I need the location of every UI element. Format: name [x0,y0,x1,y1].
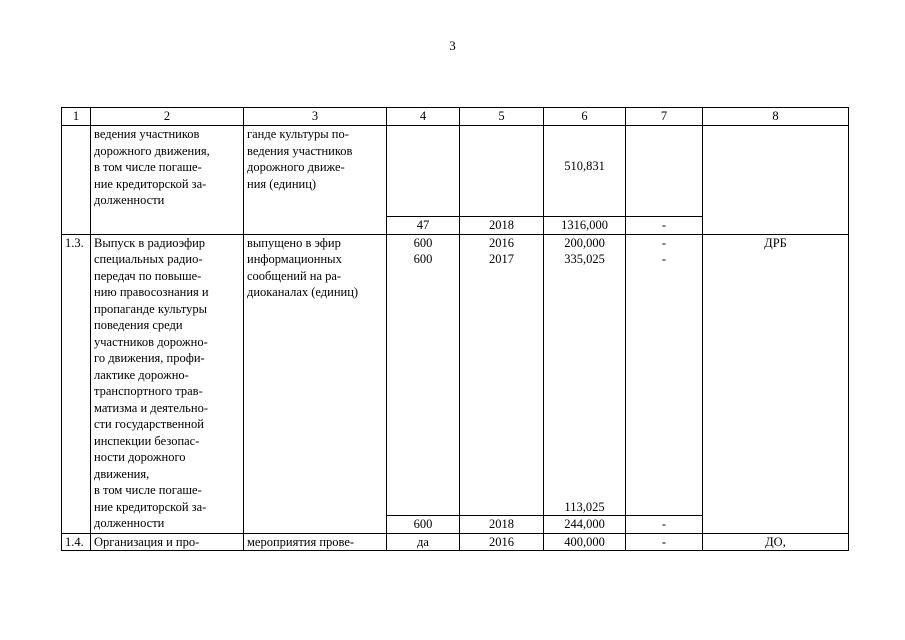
text-line: транспортного трав- [94,384,203,398]
text-line: долженности [94,193,165,207]
value-cell: 47 [387,217,460,235]
activity-cell: Организация и про- [91,533,244,551]
text-line: дорожного движения, [94,143,210,158]
amount-2017: 335,025 [564,252,605,266]
value-2017: 600 [413,252,433,266]
extra-cell: - [626,533,703,551]
value-cell: да [387,533,460,551]
amount-cell: 1316,000 [544,217,626,235]
program-table [61,107,849,551]
text-line: передач по повыше- [94,268,202,283]
amount-cell: 244,000 [544,516,626,534]
text-line: движения, [94,466,150,481]
year-cell [460,234,544,516]
extra-cell [626,126,703,217]
executor-cell: ДРБ [703,234,849,533]
header-cell: 6 [544,108,626,126]
text-line: ние кредиторской за- [94,499,207,514]
text-line: матизма и деятельно- [94,400,208,415]
text-line: долженности [94,516,165,530]
extra-2016: - [661,235,667,250]
text-line: го движения, профи- [94,351,205,365]
text-line: поведения среди [94,318,183,332]
header-cell: 7 [626,108,703,126]
text-line: дорожного движе- [247,160,345,174]
text-line: ности дорожного [94,450,186,464]
extra-cell: - [626,217,703,235]
activity-cell [91,126,244,235]
text-line: ганде культуры по- [247,127,349,141]
text-line: лактике дорожно- [94,367,189,382]
text-line: ведения участников [94,127,200,141]
amount-cell: 400,000 [544,533,626,551]
executor-cell [703,126,849,235]
value-2016: 600 [413,235,433,250]
text-line: диоканалах (единиц) [247,285,359,299]
text-line: специальных радио- [94,252,203,266]
header-cell: 1 [62,108,91,126]
amount-debt: 113,025 [564,499,605,514]
year-2017: 2017 [489,252,514,266]
amount-value: 510,831 [564,159,605,173]
extra-2017: - [661,252,667,266]
header-cell: 4 [387,108,460,126]
text-line: ведения участников [247,143,353,158]
text-line: сообщений на ра- [247,268,342,283]
text-line: в том числе погаше- [94,483,202,497]
year-cell: 2018 [460,516,544,534]
text-line: инспекции безопас- [94,433,200,448]
text-line: нию правосознания и [94,285,209,299]
text-line: в том числе погаше- [94,160,202,174]
indicator-cell: мероприятия прове- [244,533,387,551]
year-2016: 2016 [489,235,514,250]
page-number: 3 [449,38,456,53]
text-line: пропаганде культуры [94,301,208,316]
extra-cell [626,234,703,516]
indicator-cell [244,126,387,235]
year-cell: 2018 [460,217,544,235]
year-cell: 2016 [460,533,544,551]
header-cell: 3 [244,108,387,126]
extra-cell: - [626,516,703,534]
header-cell: 5 [460,108,544,126]
text-line: информационных [247,252,342,266]
activity-cell [91,234,244,533]
table-row [62,234,849,516]
row-number-cell [62,126,91,235]
value-cell [387,126,460,217]
indicator-cell [244,234,387,533]
text-line: сти государственной [94,417,204,431]
executor-cell: ДО, [703,533,849,551]
amount-cell [544,126,626,217]
text-line: выпущено в эфир [247,235,341,250]
row-number-cell: 1.4. [62,533,91,551]
year-cell [460,126,544,217]
table-row [62,126,849,217]
header-cell: 8 [703,108,849,126]
amount-2016: 200,000 [564,235,605,250]
amount-cell [544,234,626,516]
header-cell: 2 [91,108,244,126]
value-cell [387,234,460,516]
text-line: ния (единиц) [247,176,317,191]
value-cell: 600 [387,516,460,534]
table-header-row [62,108,849,126]
text-line: ние кредиторской за- [94,176,207,191]
text-line: участников дорожно- [94,334,208,349]
row-number-cell: 1.3. [62,234,91,533]
table-row [62,533,849,551]
text-line: Выпуск в радиоэфир [94,235,206,250]
